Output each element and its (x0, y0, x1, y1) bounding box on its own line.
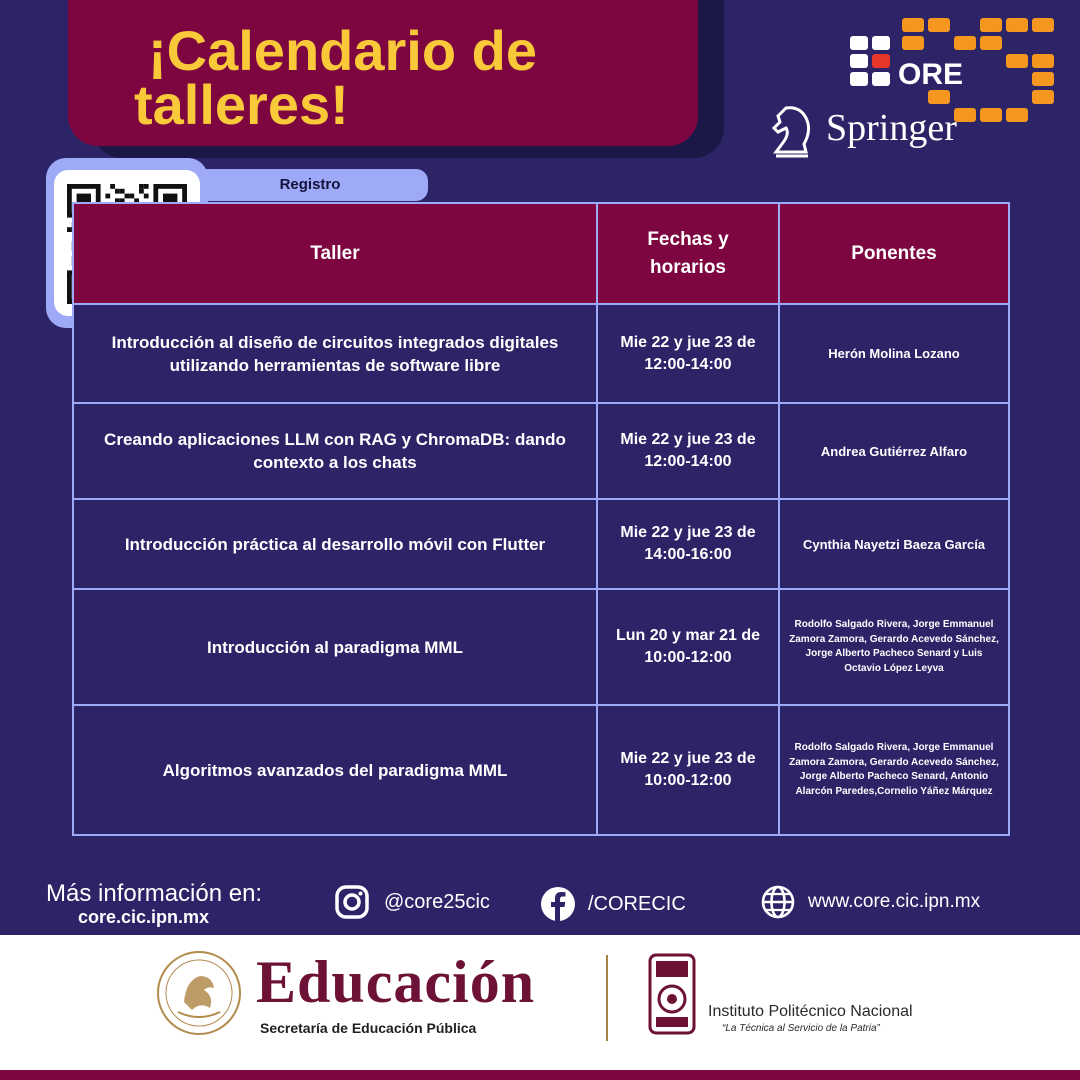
facebook-icon (540, 886, 576, 922)
ipn-name: Instituto Politécnico Nacional (708, 1003, 913, 1020)
workshop-speakers: Cynthia Nayetzi Baeza García (779, 499, 1009, 589)
workshop-date: Lun 20 y mar 21 de 10:00-12:00 (597, 589, 779, 705)
header-fechas: Fechas y horarios (597, 203, 779, 304)
header-ponentes: Ponentes (779, 203, 1009, 304)
table-header-row (73, 203, 1009, 304)
website-link[interactable] (760, 884, 980, 920)
header-taller: Taller (73, 203, 597, 304)
workshop-name: Introducción práctica al desarrollo móvil con Flutter (73, 499, 597, 589)
more-info-url[interactable]: core.cic.ipn.mx (78, 907, 210, 927)
workshop-date: Mie 22 y jue 23 de 12:00-14:00 (597, 304, 779, 403)
facebook-link[interactable] (540, 886, 686, 922)
title-line-1: ¡Calendario de (148, 19, 537, 82)
table-row (73, 705, 1009, 835)
title-line-2: talleres! (134, 73, 349, 136)
table-row (73, 304, 1009, 403)
instagram-handle: @core25cic (384, 890, 490, 913)
ipn-motto: “La Técnica al Servicio de la Patria” (722, 1023, 880, 1034)
table-row (73, 403, 1009, 499)
workshop-table (72, 202, 1010, 836)
workshop-speakers: Rodolfo Salgado Rivera, Jorge Emmanuel Zamora Zamora, Gerardo Acevedo Sánchez, Jorge Alberto Pacheco Senard y Luis Octavio López Leyva (779, 589, 1009, 705)
logo-divider (606, 955, 608, 1041)
table-row (73, 589, 1009, 705)
table-row (73, 499, 1009, 589)
more-info-label: Más información en: (46, 880, 263, 907)
instagram-icon (334, 884, 370, 920)
springer-logo-text: Springer (826, 107, 957, 149)
workshop-speakers: Herón Molina Lozano (779, 304, 1009, 403)
workshop-date: Mie 22 y jue 23 de 10:00-12:00 (597, 705, 779, 835)
globe-icon (760, 884, 796, 920)
mexico-seal-icon (156, 950, 242, 1036)
workshop-date: Mie 22 y jue 23 de 14:00-16:00 (597, 499, 779, 589)
ipn-logo-icon (644, 953, 700, 1035)
workshop-name: Algoritmos avanzados del paradigma MML (73, 705, 597, 835)
sep-subtitle: Secretaría de Educación Pública (260, 1020, 477, 1036)
workshop-date: Mie 22 y jue 23 de 12:00-14:00 (597, 403, 779, 499)
workshop-name: Introducción al diseño de circuitos integrados digitales utilizando herramientas de software libre (73, 304, 597, 403)
page-title (134, 19, 694, 136)
educacion-logo-text: Educación (256, 949, 536, 1015)
workshop-name: Introducción al paradigma MML (73, 589, 597, 705)
website-url: www.core.cic.ipn.mx (808, 891, 981, 912)
registro-label[interactable]: Registro (192, 169, 428, 201)
facebook-handle: /CORECIC (588, 892, 686, 915)
workshop-speakers: Rodolfo Salgado Rivera, Jorge Emmanuel Zamora Zamora, Gerardo Acevedo Sánchez, Jorge Alberto Pacheco Senard, Antonio Alarcón Paredes,Cornelio Yáñez Márquez (779, 705, 1009, 835)
core-logo-text: ORE (898, 58, 964, 91)
instagram-link[interactable] (334, 884, 490, 920)
bottom-strip (0, 1070, 1080, 1080)
workshop-name: Creando aplicaciones LLM con RAG y ChromaDB: dando contexto a los chats (73, 403, 597, 499)
workshop-speakers: Andrea Gutiérrez Alfaro (779, 403, 1009, 499)
